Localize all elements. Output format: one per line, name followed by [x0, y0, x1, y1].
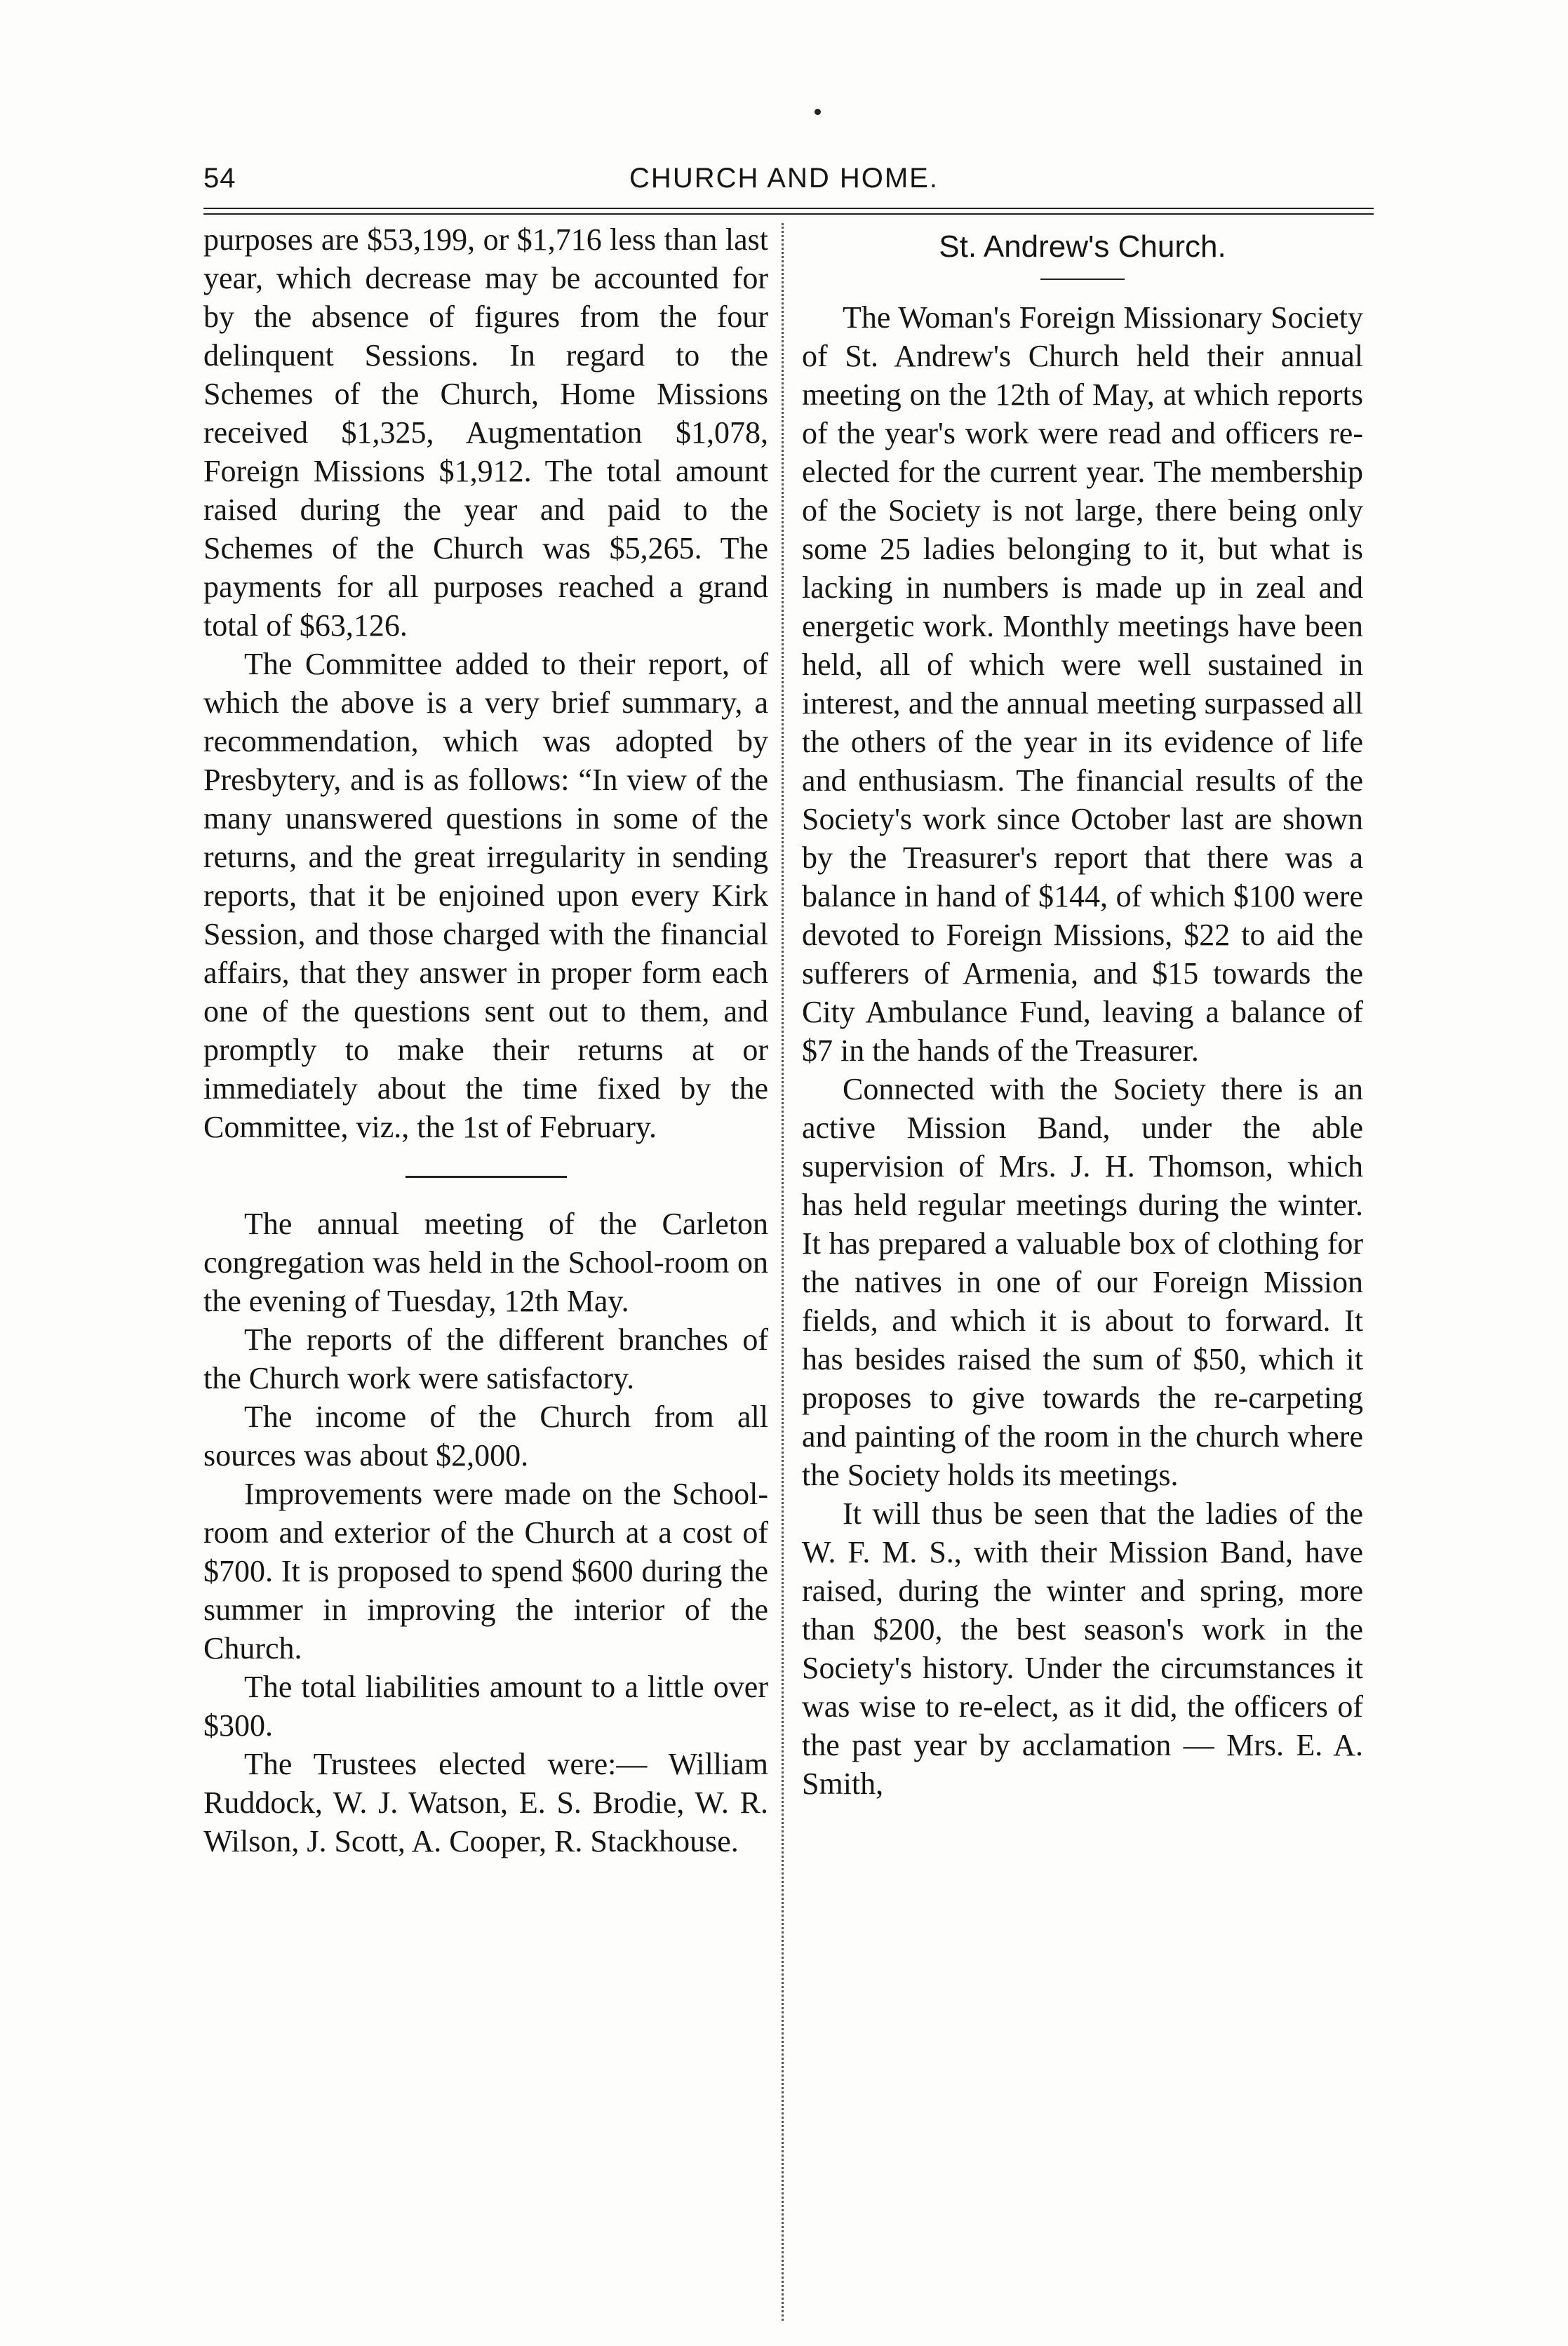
right-column	[802, 220, 1363, 1803]
column-divider	[782, 223, 784, 2321]
paragraph: Improvements were made on the School-room and exterior of the Church at a cost of $700. It is proposed to spend $600 during the summer in improving the interior of the Church.	[203, 1477, 768, 1665]
heading-rule	[1040, 279, 1125, 280]
header-rule	[203, 208, 1374, 215]
paragraph: The Committee added to their report, of which the above is a very brief summary, a recommendation, which was adopted by Presbytery, and is as follows: “In view of the many unanswered questions in some of the returns, and the great irregularity in sending reports, that it be enjoined upon every Kirk Session, and those charged with the financial affairs, that they answer in proper form each one of the questions sent out to them, and promptly to make their returns at or immediately about the time fixed by the Committee, viz., the 1st of February.	[203, 647, 768, 1144]
print-speck	[815, 109, 821, 115]
paragraph: It will thus be seen that the ladies of the W. F. M. S., with their Mission Band, have raised, during the winter and spring, more than $200, the best season's work in the Society's history. Under the circumstances it was wise to re-elect, as it did, the officers of the past year by acclamation — Mrs. E. A. Smith,	[802, 1496, 1363, 1801]
paragraph: purposes are $53,199, or $1,716 less than last year, which decrease may be accounted for by the absence of figures from the four delinquent Sessions. In regard to the Schemes of the Church, Home Missions received $1,325, Augmentation $1,078, Foreign Missions $1,912. The total amount raised during the year and paid to the Schemes of the Church was $5,265. The payments for all purposes reached a grand total of $63,126.	[203, 222, 768, 643]
article-heading: St. Andrew's Church.	[939, 229, 1226, 264]
paragraph: The income of the Church from all sources was about $2,000.	[203, 1400, 768, 1473]
paragraph: The reports of the different branches of the Church work were satisfactory.	[203, 1322, 768, 1395]
paragraph: The Trustees elected were:— William Ruddock, W. J. Watson, E. S. Brodie, W. R. Wilson, J. Scott, A. Cooper, R. Stackhouse.	[203, 1747, 768, 1858]
running-head: CHURCH AND HOME.	[629, 163, 939, 194]
paragraph: The total liabilities amount to a little over $300.	[203, 1670, 768, 1743]
paragraph: The annual meeting of the Carleton congregation was held in the School-room on the evening of Tuesday, 12th May.	[203, 1207, 768, 1318]
section-divider	[406, 1176, 567, 1178]
page-number: 54	[203, 163, 236, 194]
paragraph: Connected with the Society there is an active Mission Band, under the able supervision of Mrs. J. H. Thomson, which has held regular meetings during the winter. It has prepared a valuable box of clothing for the natives in one of our Foreign Mission fields, and which it is about to forward. It has besides raised the sum of $50, which it proposes to give towards the re-carpeting and painting of the room in the church where the Society holds its meetings.	[802, 1072, 1363, 1492]
paragraph: The Woman's Foreign Missionary Society of St. Andrew's Church held their annual meeting on the 12th of May, at which reports of the year's work were read and officers re-elected for the current year. The membership of the Society is not large, there being only some 25 ladies belonging to it, but what is lacking in numbers is made up in zeal and energetic work. Monthly meetings have been held, all of which were well sustained in interest, and the annual meeting surpassed all the others of the year in its evidence of life and enthusiasm. The financial results of the Society's work since October last are shown by the Treasurer's report that there was a balance in hand of $144, of which $100 were devoted to Foreign Missions, $22 to aid the sufferers of Armenia, and $15 towards the City Ambulance Fund, leaving a balance of $7 in the hands of the Treasurer.	[802, 300, 1363, 1068]
left-column	[203, 220, 768, 1861]
